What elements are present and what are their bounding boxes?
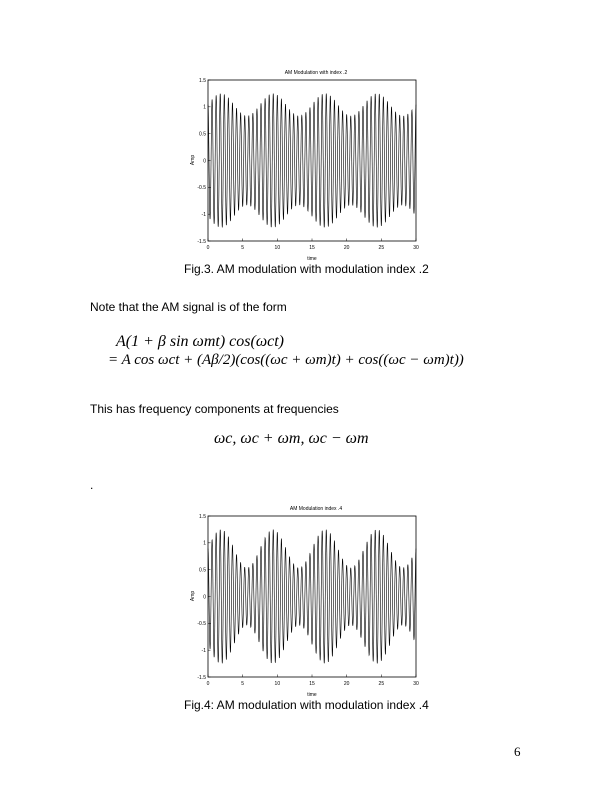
equation-frequencies: ωc, ωc + ωm, ωc − ωm (214, 430, 369, 447)
axes-ticks (197, 514, 419, 687)
x-tick-label: 20 (343, 245, 350, 251)
y-tick-label: -1.5 (197, 238, 206, 245)
y-tick-label: 0 (203, 158, 206, 165)
y-tick-label: 0.5 (199, 567, 206, 574)
x-tick-label: 10 (274, 245, 281, 251)
plot-area (208, 80, 416, 241)
y-tick-label: 1 (203, 540, 206, 547)
y-tick-label: 0.5 (199, 131, 206, 138)
y-tick-label: -1.5 (197, 674, 206, 681)
y-tick-label: -0.5 (197, 185, 206, 192)
x-axis-label: time (307, 256, 317, 262)
y-axis-label: Amp (190, 590, 196, 602)
x-tick-label: 30 (413, 681, 419, 687)
x-tick-label: 5 (241, 681, 245, 687)
y-tick-label: 1 (203, 104, 206, 111)
chart-title: AM Modulation index .4 (289, 506, 343, 512)
page-number: 6 (514, 744, 521, 759)
y-tick-label: -0.5 (197, 621, 206, 628)
y-tick-label: 0 (203, 594, 206, 601)
x-tick-label: 0 (206, 681, 210, 687)
x-tick-label: 5 (241, 245, 245, 251)
axes-ticks (197, 78, 419, 251)
figure-4-chart (180, 498, 430, 698)
x-tick-label: 15 (309, 681, 315, 687)
stray-period: . (90, 478, 94, 492)
am-signal-line (208, 94, 416, 228)
am-signal-line (208, 530, 416, 664)
y-axis-label: Amp (190, 154, 196, 166)
chart-title: AM Modulation with index .2 (284, 70, 348, 76)
x-tick-label: 25 (378, 245, 385, 251)
y-tick-label: -1 (201, 211, 206, 218)
x-axis-label: time (307, 692, 317, 698)
x-tick-label: 20 (343, 681, 350, 687)
frequency-paragraph: This has frequency components at frequencies (90, 402, 339, 416)
equation-am-signal-line1: A(1 + β sin ωmt) cos(ωct) (116, 333, 284, 350)
x-tick-label: 25 (378, 681, 385, 687)
figure-3-caption: Fig.3. AM modulation with modulation index .2 (184, 262, 429, 276)
figure-3-chart (180, 62, 430, 262)
plot-area (208, 516, 416, 677)
x-tick-label: 10 (274, 681, 281, 687)
y-tick-label: 1.5 (199, 77, 206, 84)
x-tick-label: 15 (309, 245, 315, 251)
equation-am-signal-line2: = A cos ωct + (Aβ/2)(cos((ωc + ωm)t) + cos((ωc − ωm)t)) (108, 352, 464, 368)
figure-4-caption: Fig.4: AM modulation with modulation index .4 (184, 698, 429, 712)
x-tick-label: 30 (413, 245, 419, 251)
y-tick-label: 1.5 (199, 513, 206, 520)
note-paragraph: Note that the AM signal is of the form (90, 300, 287, 314)
x-tick-label: 0 (206, 245, 210, 251)
y-tick-label: -1 (201, 647, 206, 654)
